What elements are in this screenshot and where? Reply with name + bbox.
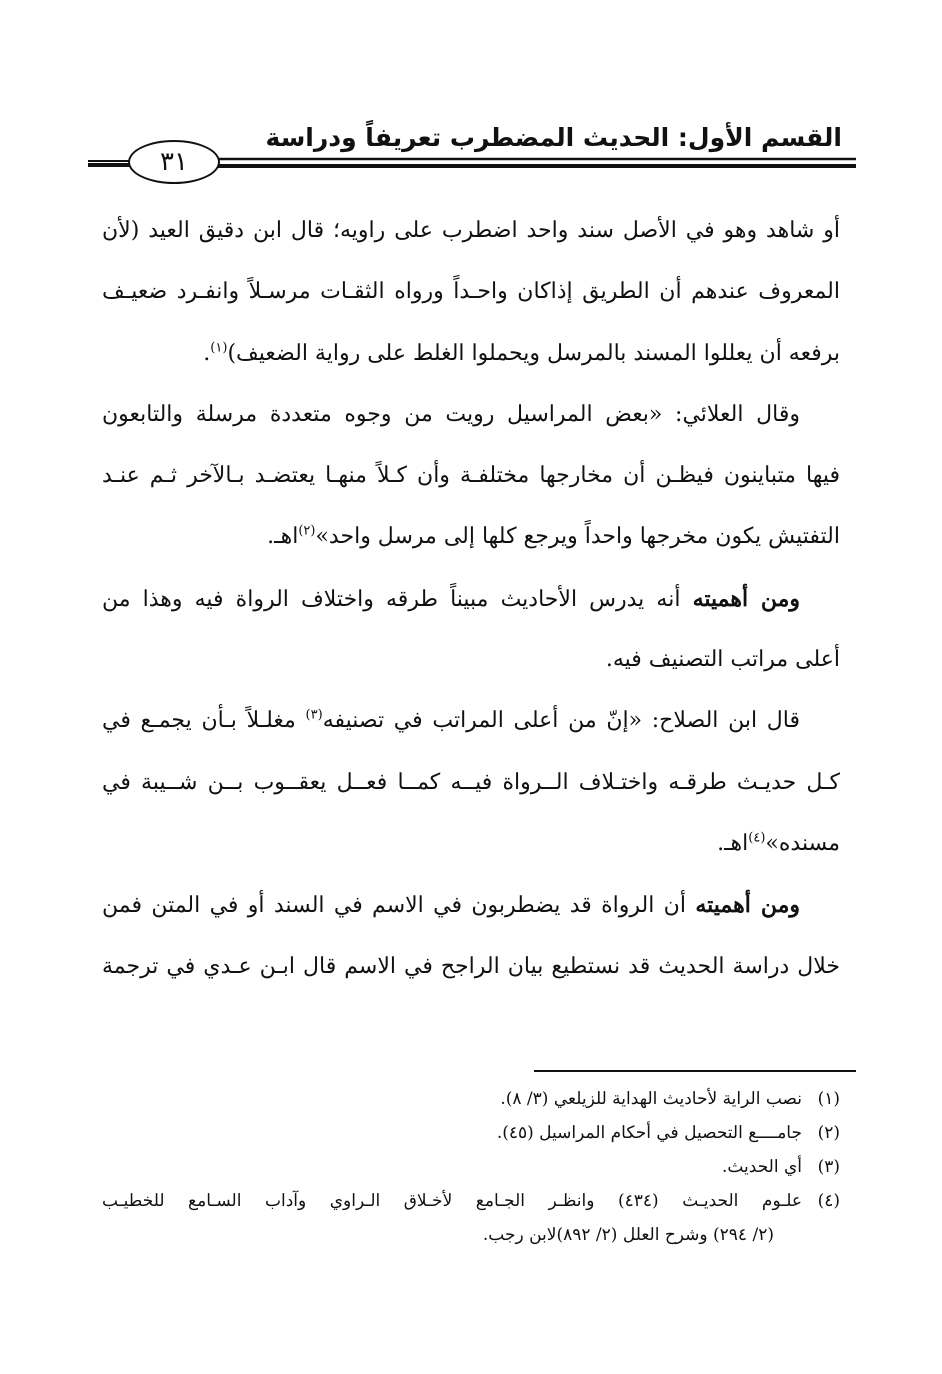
- text-run: أو شاهد وهو في الأصل سند واحد اضطرب على راويه؛ قال ابن دقيق العيد (لأن: [102, 218, 840, 243]
- body-line: [102, 943, 840, 1004]
- text-run: أنه يدرس الأحاديث مبيناً طرقه واختلاف الرواة فيه وهذا من: [102, 586, 681, 612]
- text-run: .: [203, 340, 211, 366]
- emphasis-text: ومن أهميته: [692, 585, 800, 612]
- text-run: قال ابن الصلاح: «إنّ من أعلى المراتب في تصنيفه: [322, 708, 800, 734]
- body-line: [102, 575, 840, 636]
- text-run: مسنده»: [765, 830, 840, 856]
- footnote-ref[interactable]: (١): [210, 340, 228, 356]
- footnote-item: [102, 1116, 840, 1150]
- body-line: [102, 636, 840, 697]
- body-line: [102, 513, 840, 574]
- footnote-ref[interactable]: (٣): [305, 708, 323, 724]
- footnote-ref[interactable]: (٢): [298, 524, 316, 540]
- text-run: التفتيش يكون مخرجها واحداً ويرجع كلها إلى مرسل واحد»: [315, 524, 840, 550]
- footnote-number: (٣): [817, 1157, 840, 1177]
- text-run: أعلى مراتب التصنيف فيه.: [605, 647, 840, 673]
- footnote-text: جامــــع التحصيل في أحكام المراسيل (٤٥).: [496, 1123, 802, 1143]
- footnote-item: [102, 1150, 840, 1184]
- text-run: خلال دراسة الحديث قد نستطيع بيان الراجح في الاسم قال ابـن عـدي في ترجمة: [102, 953, 840, 979]
- footnote-number: (٢): [817, 1123, 840, 1143]
- footnote-continuation: (٢/ ٢٩٤) وشرح العلل (٢/ ٨٩٢)لابن رجب.: [482, 1225, 774, 1245]
- footnote-ref[interactable]: (٤): [748, 830, 766, 846]
- body-text: [102, 207, 840, 1004]
- text-run: اهـ.: [267, 524, 299, 550]
- body-line: [102, 391, 840, 452]
- body-line: [102, 330, 840, 391]
- footnote-separator: [534, 1070, 856, 1072]
- body-line: [102, 207, 840, 268]
- footnote-text: علـوم الحديـث (٤٣٤) وانظـر الجـامع لأخـلاق الـراوي وآداب السـامع للخطيـب: [102, 1191, 802, 1211]
- body-line: [102, 697, 840, 758]
- footnote-number: (١): [817, 1089, 840, 1109]
- footnote-number: (٤): [817, 1191, 840, 1211]
- body-line: [102, 268, 840, 329]
- text-run: فيها متباينون فيظـن أن مخارجها مختلفـة وأن كـلاً منهـا يعتضـد بـالآخر ثـم عنـد: [102, 463, 840, 489]
- text-run: مغلـلاً بـأن يجمـع في: [102, 708, 296, 734]
- footnotes: [102, 1082, 840, 1252]
- footnote-text: نصب الراية لأحاديث الهداية للزيلعي (٣/ ٨).: [500, 1089, 802, 1109]
- footnote-item: [102, 1184, 840, 1218]
- footnote-text: أي الحديث.: [721, 1157, 802, 1177]
- page-number: ٣١: [160, 147, 188, 177]
- running-header-title: القسم الأول: الحديث المضطرب تعريفاً ودراسة: [265, 123, 842, 152]
- text-run: أن الرواة قد يضطربون في الاسم في السند أو في المتن فمن: [102, 893, 686, 919]
- body-line: [102, 759, 840, 820]
- footnote-item: [102, 1082, 840, 1116]
- emphasis-text: ومن أهميته: [695, 892, 801, 919]
- body-line: [102, 820, 840, 881]
- text-run: برفعه أن يعللوا المسند بالمرسل ويحملوا الغلط على رواية الضعيف): [227, 340, 840, 366]
- body-line: [102, 452, 840, 513]
- text-run: اهـ.: [717, 830, 749, 856]
- text-run: المعروف عندهم أن الطريق إذاكان واحـداً ورواه الثقـات مرسـلاً وانفـرد ضعيـف: [102, 279, 840, 305]
- page-number-badge: [128, 140, 220, 184]
- body-line: [102, 881, 840, 942]
- text-run: وقال العلائي: «بعض المراسيل رويت من وجوه متعددة مرسلة والتابعون: [102, 401, 800, 427]
- text-run: كـل حديـث طرقـه واختـلاف الــرواة فيــه كمــا فعــل يعقــوب بــن شــيبة في: [102, 769, 840, 795]
